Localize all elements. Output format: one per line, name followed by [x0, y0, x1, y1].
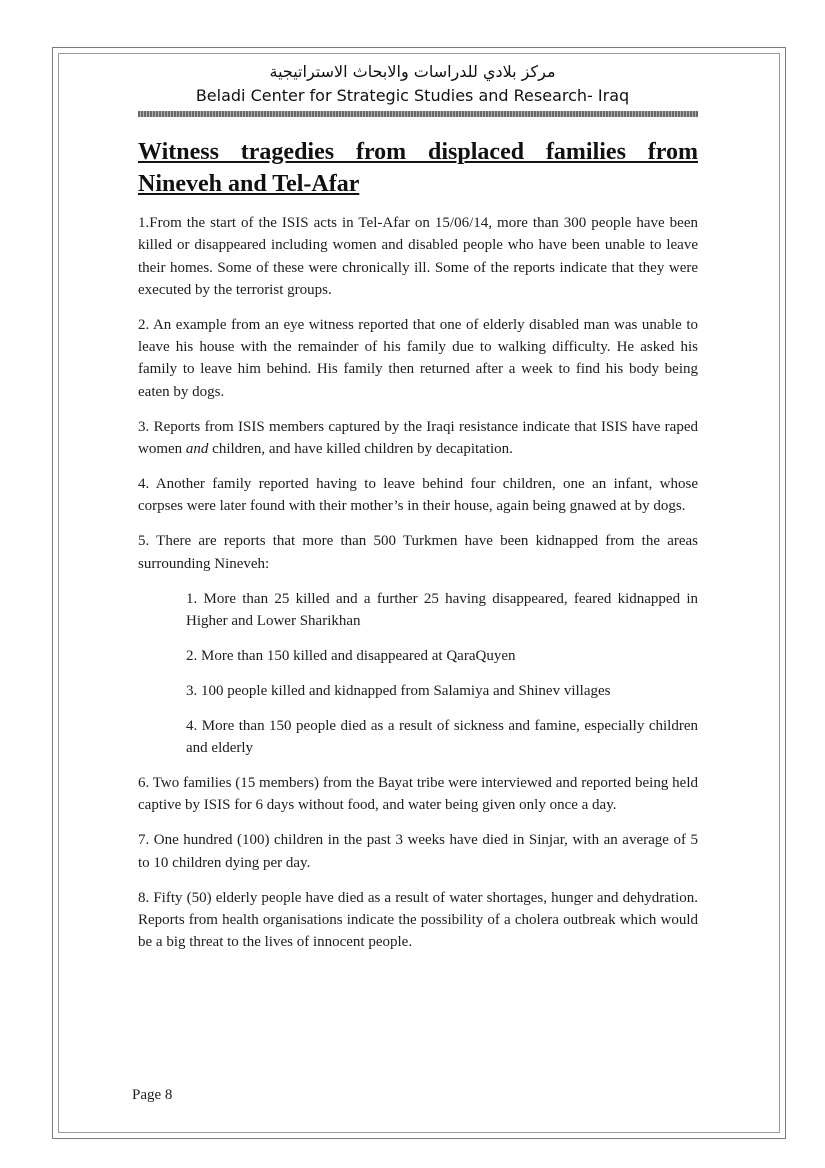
paragraph-3 [138, 416, 698, 461]
paragraph-3-text-a: 3. Reports from ISIS members captured by the Iraqi resistance indicate that ISIS have raped women [138, 418, 698, 458]
paragraph-4: 4. Another family reported having to leave behind four children, one an infant, whose corpses were later found with their mother’s in their house, again being gnawed at by dogs. [138, 476, 698, 515]
document-body [138, 212, 698, 966]
paragraph-1: 1.From the start of the ISIS acts in Tel-Afar on 15/06/14, more than 300 people have been killed or disappeared including women and disabled people who have been unable to leave their homes. Some of these were chronically ill. Some of the reports indicate that they were executed by the terrorist groups. [138, 215, 698, 298]
sub-item-4: 4. More than 150 people died as a result of sickness and famine, especially children and elderly [186, 717, 698, 757]
paragraph-3-text-b: children, and have killed children by decapitation. [208, 441, 513, 458]
paragraph-8: 8. Fifty (50) elderly people have died as a result of water shortages, hunger and dehydration. Reports from health organisations indicate the possibility of a cholera outbreak which would be a big threat to the lives of innocent people. [138, 889, 698, 951]
sub-item-2: 2. More than 150 killed and disappeared at QaraQuyen [186, 647, 516, 664]
page-number: Page 8 [132, 1087, 173, 1103]
sub-item-3: 3. 100 people killed and kidnapped from Salamiya and Shinev villages [186, 682, 611, 699]
paragraph-7: 7. One hundred (100) children in the past 3 weeks have died in Sinjar, with an average of 5 to 10 children dying per day. [138, 832, 698, 871]
header-english: Beladi Center for Strategic Studies and Research- Iraq [195, 86, 630, 105]
paragraph-5: 5. There are reports that more than 500 Turkmen have been kidnapped from the areas surrounding Nineveh: [138, 533, 698, 572]
paragraph-2: 2. An example from an eye witness reported that one of elderly disabled man was unable to leave his house with the remainder of his family due to walking difficulty. He asked his family to leave him behind. His family then returned after a week to find his body being eaten by dogs. [138, 316, 698, 400]
header-divider [138, 111, 698, 117]
document-title: Witness tragedies from displaced families from Nineveh and Tel-Afar [138, 139, 698, 197]
paragraph-6: 6. Two families (15 members) from the Bayat tribe were interviewed and reported being held captive by ISIS for 6 days without food, and water being given only once a day. [138, 775, 698, 814]
sub-item-1: 1. More than 25 killed and a further 25 having disappeared, feared kidnapped in Higher and Lower Sharikhan [186, 590, 698, 629]
header-arabic: مركز بلادي للدراسات والابحاث الاستراتيجية [269, 62, 556, 81]
paragraph-3-emphasis: and [185, 441, 209, 458]
